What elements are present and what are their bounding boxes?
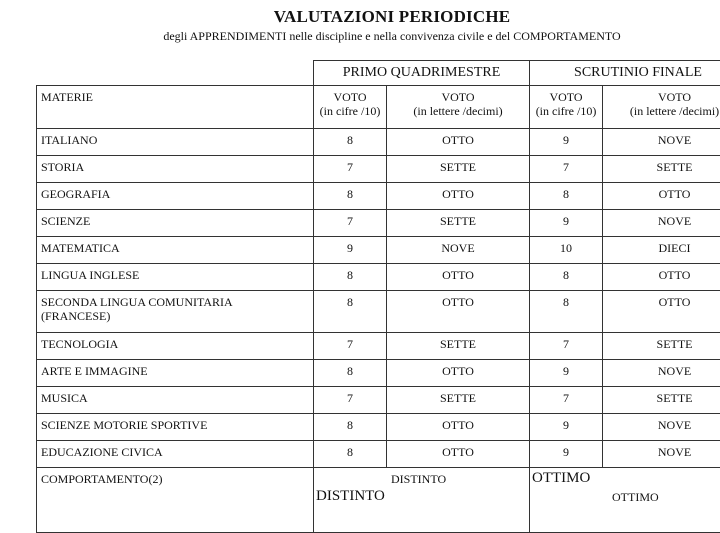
- q1-vote-word: OTTO: [387, 360, 530, 387]
- q1-vote-word: OTTO: [387, 291, 530, 333]
- table-row: [37, 414, 720, 441]
- behavior-q1-entered: DISTINTO: [316, 489, 385, 503]
- table-row: [37, 183, 720, 210]
- final-vote-word-header-line2: (in lettere /decimi): [603, 104, 720, 118]
- final-vote-number: 7: [530, 333, 603, 360]
- subject-name: MATEMATICA: [37, 237, 314, 264]
- page-subtitle: degli APPRENDIMENTI nelle discipline e nella convivenza civile e del COMPORTAMENTO: [0, 29, 720, 44]
- q1-vote-number: 7: [314, 156, 387, 183]
- header-blank-cell: [37, 61, 314, 86]
- grades-table: [36, 60, 720, 533]
- period-final-header: SCRUTINIO FINALE: [530, 61, 720, 86]
- period-header-row: [37, 61, 720, 86]
- subject-name: TECNOLOGIA: [37, 333, 314, 360]
- final-vote-number: 7: [530, 387, 603, 414]
- q1-vote-number: 8: [314, 441, 387, 468]
- subject-name: MUSICA: [37, 387, 314, 414]
- behavior-label: COMPORTAMENTO(2): [37, 468, 314, 533]
- table-row: [37, 264, 720, 291]
- table-row: [37, 237, 720, 264]
- q1-vote-number: 7: [314, 333, 387, 360]
- q1-vote-word: SETTE: [387, 387, 530, 414]
- final-vote-word-header: [603, 86, 720, 129]
- q1-vote-word-header-line1: VOTO: [387, 90, 529, 104]
- final-vote-number: 8: [530, 183, 603, 210]
- table-row: [37, 129, 720, 156]
- q1-vote-number: 8: [314, 264, 387, 291]
- final-vote-number: 8: [530, 264, 603, 291]
- q1-vote-word-header: [387, 86, 530, 129]
- q1-vote-number: 8: [314, 291, 387, 333]
- behavior-final-printed: OTTIMO: [612, 490, 659, 504]
- final-vote-number: 7: [530, 156, 603, 183]
- q1-vote-word: OTTO: [387, 129, 530, 156]
- period-first-header: PRIMO QUADRIMESTRE: [314, 61, 530, 86]
- q1-vote-word: OTTO: [387, 183, 530, 210]
- behavior-final-entered: OTTIMO: [532, 471, 590, 485]
- final-vote-word: NOVE: [603, 441, 720, 468]
- q1-vote-number: 8: [314, 129, 387, 156]
- final-vote-word: OTTO: [603, 291, 720, 333]
- q1-vote-word-header-line2: (in lettere /decimi): [387, 104, 529, 118]
- final-vote-number-header: [530, 86, 603, 129]
- behavior-final-cell: [530, 468, 720, 533]
- q1-vote-number: 8: [314, 360, 387, 387]
- final-vote-word: SETTE: [603, 387, 720, 414]
- subject-name: SCIENZE MOTORIE SPORTIVE: [37, 414, 314, 441]
- q1-vote-number-header: [314, 86, 387, 129]
- table-row: [37, 333, 720, 360]
- subject-name-line1: SECONDA LINGUA COMUNITARIA: [41, 295, 313, 309]
- final-vote-word: NOVE: [603, 129, 720, 156]
- q1-vote-number: 9: [314, 237, 387, 264]
- subject-name: SCIENZE: [37, 210, 314, 237]
- final-vote-number-header-line2: (in cifre /10): [530, 104, 602, 118]
- table-row: [37, 387, 720, 414]
- q1-vote-word: NOVE: [387, 237, 530, 264]
- subject-column-header: MATERIE: [37, 86, 314, 129]
- final-vote-word: NOVE: [603, 360, 720, 387]
- column-header-row: [37, 86, 720, 129]
- final-vote-word: OTTO: [603, 183, 720, 210]
- behavior-q1-printed: DISTINTO: [391, 472, 446, 486]
- q1-vote-word: OTTO: [387, 264, 530, 291]
- table-row: [37, 156, 720, 183]
- q1-vote-number-header-line1: VOTO: [314, 90, 386, 104]
- subject-name: LINGUA INGLESE: [37, 264, 314, 291]
- final-vote-word: OTTO: [603, 264, 720, 291]
- q1-vote-word: SETTE: [387, 156, 530, 183]
- q1-vote-number: 8: [314, 414, 387, 441]
- q1-vote-number-header-line2: (in cifre /10): [314, 104, 386, 118]
- subject-name: GEOGRAFIA: [37, 183, 314, 210]
- final-vote-number: 8: [530, 291, 603, 333]
- table-row: [37, 360, 720, 387]
- q1-vote-number: 8: [314, 183, 387, 210]
- q1-vote-word: SETTE: [387, 333, 530, 360]
- table-row: [37, 210, 720, 237]
- q1-vote-word: SETTE: [387, 210, 530, 237]
- final-vote-number: 9: [530, 129, 603, 156]
- q1-vote-word: OTTO: [387, 414, 530, 441]
- final-vote-word-header-line1: VOTO: [603, 90, 720, 104]
- q1-vote-number: 7: [314, 387, 387, 414]
- final-vote-word: NOVE: [603, 414, 720, 441]
- subject-name: [37, 291, 314, 333]
- final-vote-number: 9: [530, 210, 603, 237]
- subject-name: ARTE E IMMAGINE: [37, 360, 314, 387]
- final-vote-word: SETTE: [603, 333, 720, 360]
- subject-name: ITALIANO: [37, 129, 314, 156]
- final-vote-word: NOVE: [603, 210, 720, 237]
- final-vote-number-header-line1: VOTO: [530, 90, 602, 104]
- final-vote-number: 10: [530, 237, 603, 264]
- final-vote-number: 9: [530, 360, 603, 387]
- q1-vote-word: OTTO: [387, 441, 530, 468]
- final-vote-word: DIECI: [603, 237, 720, 264]
- behavior-row: [37, 468, 720, 533]
- subject-name-line2: (FRANCESE): [41, 309, 313, 323]
- subject-name: STORIA: [37, 156, 314, 183]
- table-row: [37, 291, 720, 333]
- final-vote-word: SETTE: [603, 156, 720, 183]
- behavior-q1-cell: [314, 468, 530, 533]
- q1-vote-number: 7: [314, 210, 387, 237]
- table-row: [37, 441, 720, 468]
- final-vote-number: 9: [530, 441, 603, 468]
- page-title: VALUTAZIONI PERIODICHE: [0, 7, 720, 27]
- subject-name: EDUCAZIONE CIVICA: [37, 441, 314, 468]
- final-vote-number: 9: [530, 414, 603, 441]
